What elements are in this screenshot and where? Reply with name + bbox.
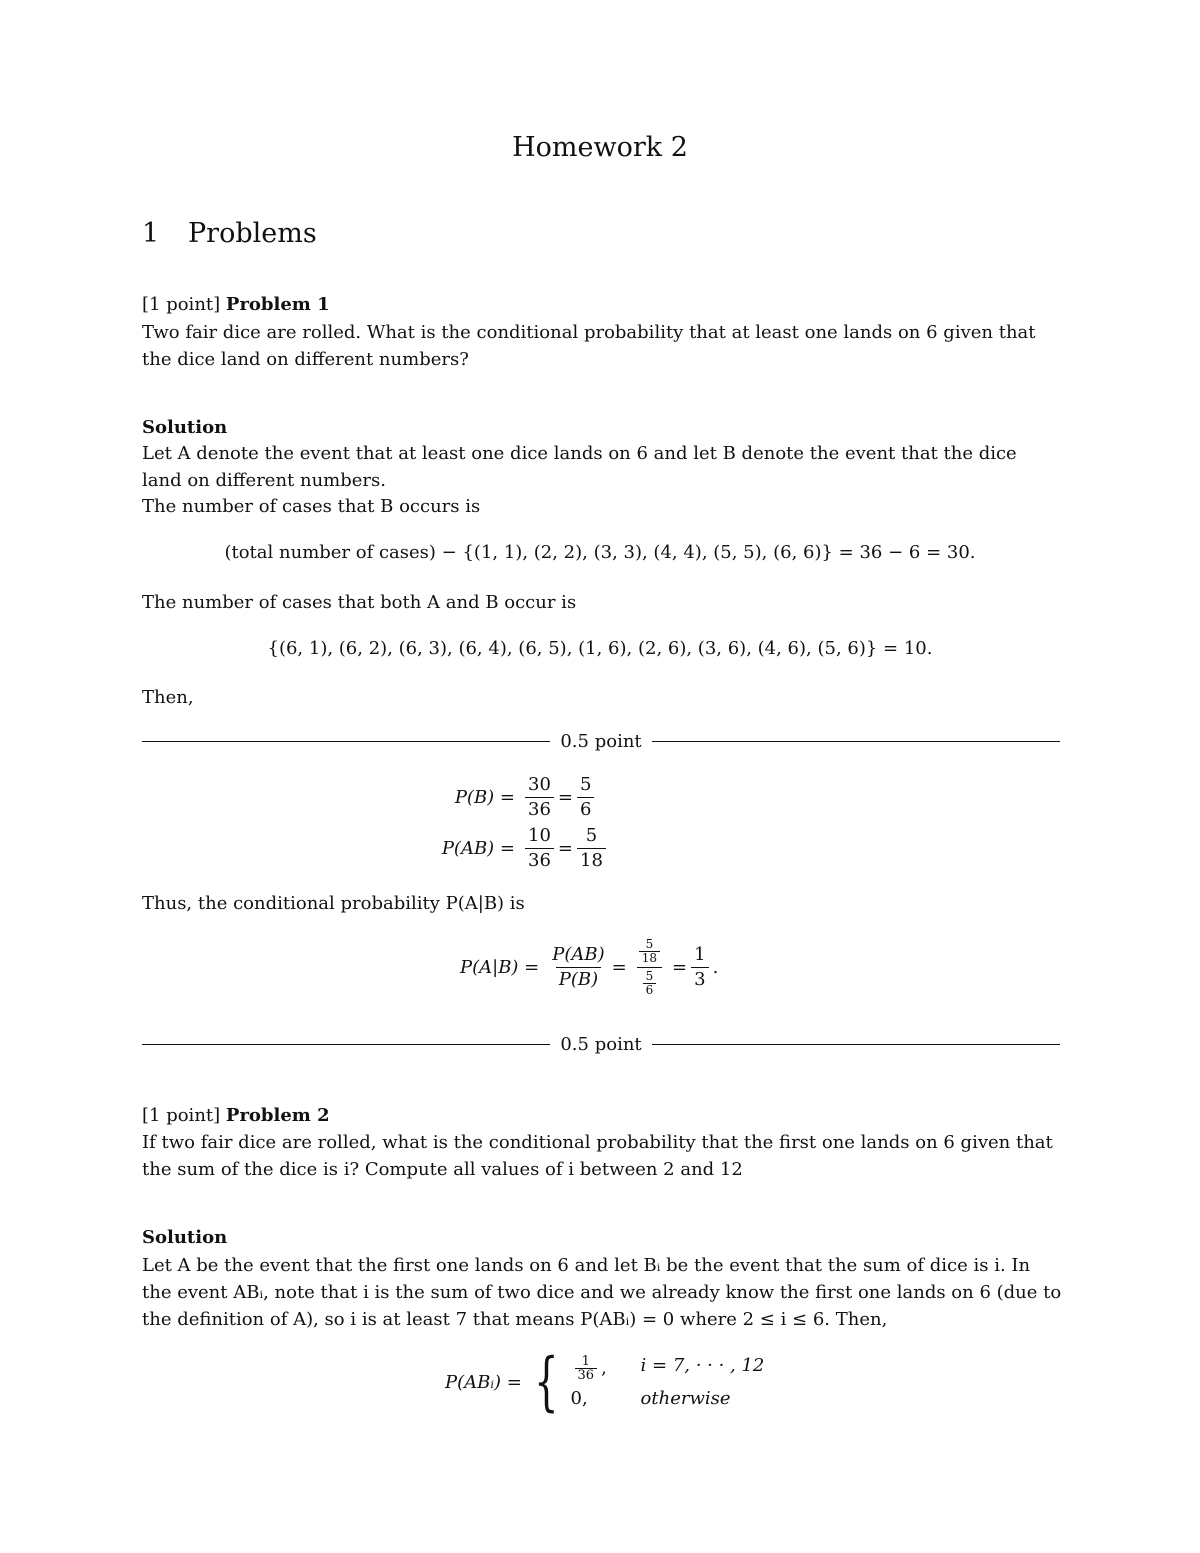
problem-2-title: Problem 2 [225,1105,330,1126]
equation-pab: P(AB) = $\frac{10}{36}$ = $\frac{5}{18}$ [430,824,610,873]
problem-2-heading [142,1103,330,1129]
section-heading [142,218,317,249]
section-name: Problems [188,218,317,249]
equation-conditional: P(A|B) = $\frac{P(AB)}{P(B)}$ = $\frac{\frac{5}{18}}{\frac{5}{6}}$ = $\frac{1}{3}$ . [460,937,719,997]
cases-grid: $\frac{1}{36}$ , i = 7, · · · , 12 0, otherwise [571,1355,781,1409]
problem-1-points: [1 point] [142,294,221,315]
document-title: Homework 2 [512,132,688,163]
problem-1-cases-ab-text: The number of cases that both A and B occur is [142,592,577,613]
point-divider-1 [142,731,1060,752]
divider-label: 0.5 point [560,1034,642,1055]
thus-text: Thus, the conditional probability P(A|B) is [142,893,525,914]
problem-2-solution-heading: Solution [142,1227,228,1248]
problem-1-title: Problem 1 [225,294,330,315]
fraction: $\frac{5}{6}$ [577,773,594,822]
divider-line [652,741,1060,742]
pb-lhs: P(B) = [454,787,515,808]
problem-2-statement: If two fair dice are rolled, what is the conditional probability that the first one lands on 6 given that the sum of the dice is i? Compute all values of i between 2 and 12 [142,1132,1053,1180]
problem-1-heading [142,292,330,318]
case-1-condition: i = 7, · · · , 12 [640,1355,765,1376]
equation-count-ab: {(6, 1), (6, 2), (6, 3), (6, 4), (6, 5), (1, 6), (2, 6), (3, 6), (4, 6), (5, 6)} = 10. [267,638,933,659]
problem-1-solution-heading: Solution [142,417,228,438]
cond-lhs: P(A|B) = [460,957,540,978]
problem-2-points: [1 point] [142,1105,221,1126]
compound-fraction: $\frac{\frac{5}{18}}{\frac{5}{6}}$ [633,938,666,997]
divider-line [142,741,550,742]
equation-pb: P(B) = $\frac{30}{36}$ = $\frac{5}{6}$ [430,773,598,822]
fraction: $\frac{10}{36}$ [525,824,554,873]
pab-lhs: P(AB) = [441,838,515,859]
left-brace: { [533,1345,559,1419]
equation-piecewise [445,1345,781,1419]
divider-line [142,1044,550,1045]
then-text: Then, [142,687,194,708]
case-2-condition: otherwise [640,1388,731,1409]
case-2-value: 0, [570,1388,588,1409]
fraction: $\frac{5}{18}$ [577,824,606,873]
section-number: 1 [142,218,160,249]
case-lhs: P(ABᵢ) = [445,1371,522,1393]
problem-1-statement: Two fair dice are rolled. What is the conditional probability that at least one lands on 6 given that the dice land on different numbers? [142,322,1036,370]
point-divider-2 [142,1034,1060,1055]
problem-2-solution-text: Let A be the event that the first one lands on 6 and let Bᵢ be the event that the sum of dice is i. In the event ABᵢ, note that i is the sum of two dice and we already know the first one lands on 6 (due to the definition of A), so i is at least 7 that means P(ABᵢ) = 0 where 2 ≤ i ≤ 6. Then, [142,1255,1062,1330]
fraction: $\frac{30}{36}$ [525,773,554,822]
problem-1-cases-b-text: The number of cases that B occurs is [142,496,481,517]
equation-count-b: (total number of cases) − {(1, 1), (2, 2), (3, 3), (4, 4), (5, 5), (6, 6)} = 36 − 6 = 30. [224,542,976,563]
fraction: $\frac{1}{3}$ [691,943,708,992]
divider-line [652,1044,1060,1045]
fraction: $\frac{P(AB)}{P(B)}$ [552,944,605,990]
divider-label: 0.5 point [560,731,642,752]
problem-1-solution-text: Let A denote the event that at least one dice lands on 6 and let B denote the event that the dice land on different numbers. [142,443,1017,491]
fraction: $\frac{1}{36}$ [575,1355,598,1382]
